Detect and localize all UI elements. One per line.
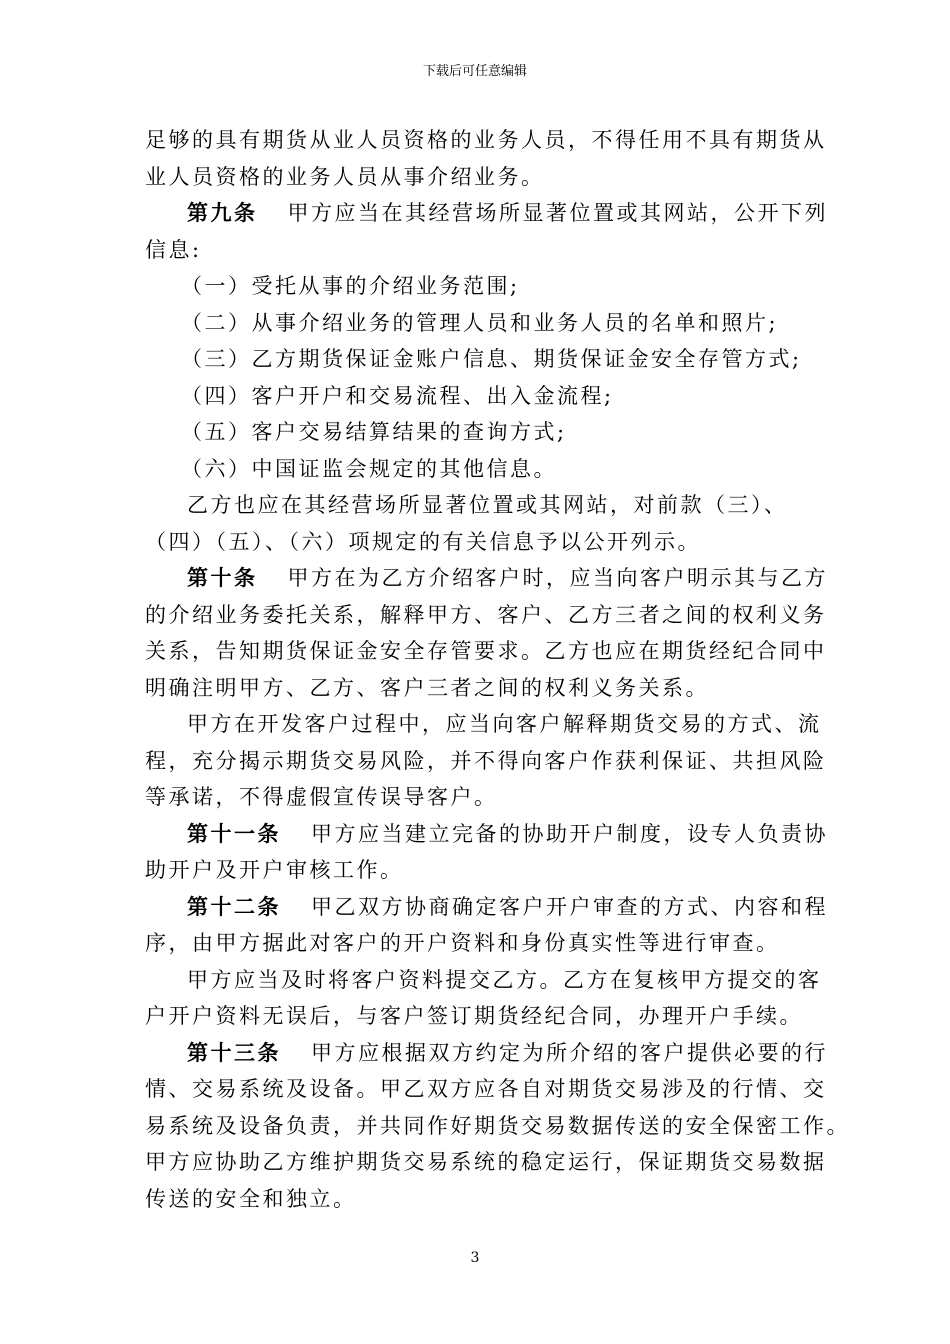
list-item: （一）受托从事的介绍业务范围;	[181, 274, 520, 298]
article-heading: 第十三条	[187, 1039, 281, 1065]
article-text: 甲方应当在其经营场所显著位置或其网站，公开下列	[287, 201, 828, 225]
text-line: 序，由甲方据此对客户的开户资料和身份真实性等进行审查。	[145, 931, 780, 955]
article-10-line	[145, 560, 828, 597]
text-line: 乙方也应在其经营场所显著位置或其网站，对前款（三）、	[187, 493, 788, 517]
list-item: （三）乙方期货保证金账户信息、期货保证金安全存管方式;	[181, 347, 802, 371]
page-header-note: 下载后可任意编辑	[422, 64, 527, 79]
article-text: 甲乙双方协商确定客户开户审查的方式、内容和程	[311, 894, 828, 919]
text-line: 的介绍业务委托关系，解释甲方、客户、乙方三者之间的权利义务	[145, 602, 827, 627]
list-item: （六）中国证监会规定的其他信息。	[181, 456, 557, 481]
text-line: 助开户及开户审核工作。	[145, 858, 404, 882]
text-line: 足够的具有期货从业人员资格的业务人员，不得任用不具有期货从	[145, 128, 827, 152]
text-line: 传送的安全和独立。	[145, 1186, 357, 1211]
article-13-line	[145, 1035, 828, 1072]
text-line: 业人员资格的业务人员从事介绍业务。	[145, 164, 545, 189]
text-line: （四）（五）、（六）项规定的有关信息予以公开列示。	[145, 529, 701, 554]
article-text: 甲方应根据双方约定为所介绍的客户提供必要的行	[311, 1040, 828, 1065]
text-line: 程，充分揭示期货交易风险，并不得向客户作获利保证、共担风险	[145, 748, 827, 773]
list-item: （二）从事介绍业务的管理人员和业务人员的名单和照片;	[181, 310, 779, 335]
text-line: 甲方应协助乙方维护期货交易系统的稳定运行，保证期货交易数据	[145, 1150, 827, 1174]
text-line: 等承诺，不得虚假宣传误导客户。	[145, 785, 498, 809]
article-heading: 第九条	[187, 200, 258, 225]
list-item: （四）客户开户和交易流程、出入金流程;	[181, 383, 614, 408]
article-text: 甲方应当建立完备的协助开户制度，设专人负责协	[311, 821, 828, 846]
article-heading: 第十二条	[187, 893, 281, 919]
article-heading: 第十条	[187, 565, 258, 590]
text-line: 情、交易系统及设备。甲乙双方应各自对期货交易涉及的行情、交	[145, 1077, 827, 1101]
text-line: 明确注明甲方、乙方、客户三者之间的权利义务关系。	[145, 675, 709, 700]
text-line: 甲方在开发客户过程中，应当向客户解释期货交易的方式、流	[187, 712, 822, 736]
text-line: 信息:	[145, 237, 202, 262]
text-line: 易系统及设备负责，并共同作好期货交易数据传送的安全保密工作。	[145, 1113, 850, 1138]
text-line: 关系，告知期货保证金安全存管要求。乙方也应在期货经纪合同中	[145, 639, 827, 663]
document-body	[145, 122, 850, 1217]
article-9-line	[145, 195, 828, 232]
page-number: 3	[470, 1250, 480, 1266]
article-heading: 第十一条	[187, 820, 281, 846]
article-12-line	[145, 889, 828, 926]
text-line: 甲方应当及时将客户资料提交乙方。乙方在复核甲方提交的客	[187, 967, 822, 992]
list-item: （五）客户交易结算结果的查询方式;	[181, 420, 567, 444]
article-11-line	[145, 816, 828, 853]
article-text: 甲方在为乙方介绍客户时，应当向客户明示其与乙方	[287, 566, 828, 590]
text-line: 户开户资料无误后，与客户签订期货经纪合同，办理开户手续。	[145, 1004, 803, 1028]
